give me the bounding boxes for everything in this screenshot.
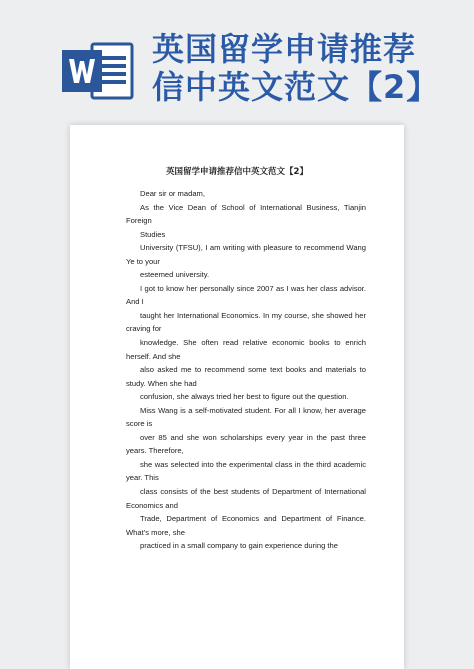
document-paragraph: knowledge. She often read relative economic books to enrich herself. And she bbox=[126, 338, 366, 361]
document-paragraph: University (TFSU), I am writing with pleasure to recommend Wang Ye to your bbox=[126, 243, 366, 266]
document-paragraph: taught her International Economics. In my course, she showed her craving for bbox=[126, 310, 366, 334]
document-paragraph: Miss Wang is a self-motivated student. For all I know, her average score is bbox=[126, 405, 366, 429]
document-paragraph: also asked me to recommend some text books and materials to study. When she had bbox=[126, 365, 366, 388]
document-paragraph: esteemed university. bbox=[140, 270, 210, 280]
document-page bbox=[70, 125, 404, 669]
document-paragraph: practiced in a small company to gain experience during the bbox=[140, 541, 338, 551]
document-paragraph: confusion, she always tried her best to figure out the question. bbox=[140, 392, 349, 402]
header-title bbox=[152, 30, 468, 106]
page-header bbox=[0, 0, 474, 120]
document-paragraph: I got to know her personally since 2007 as I was her class advisor. And I bbox=[126, 283, 366, 307]
document-paragraph: Studies bbox=[140, 229, 166, 239]
header-title-line-1: 英国留学申请推荐 bbox=[152, 30, 417, 68]
document-paragraph: she was selected into the experimental class in the third academic year. This bbox=[126, 459, 366, 483]
document-body bbox=[126, 187, 366, 553]
document-paragraph: Dear sir or madam, bbox=[140, 189, 205, 198]
document-paragraph: over 85 and she won scholarships every year in the past three years. Therefore, bbox=[126, 432, 366, 456]
document-title: 英国留学申请推荐信中英文范文【2】 bbox=[166, 167, 308, 177]
document-paragraph: As the Vice Dean of School of International Business, Tianjin Foreign bbox=[126, 202, 366, 226]
document-paragraph: Trade, Department of Economics and Department of Finance. What’s more, she bbox=[126, 514, 366, 537]
word-document-icon bbox=[62, 42, 134, 100]
header-title-line-2: 信中英文范文【2】 bbox=[152, 68, 440, 106]
document-paragraph: class consists of the best students of Department of International Economics and bbox=[126, 487, 366, 510]
